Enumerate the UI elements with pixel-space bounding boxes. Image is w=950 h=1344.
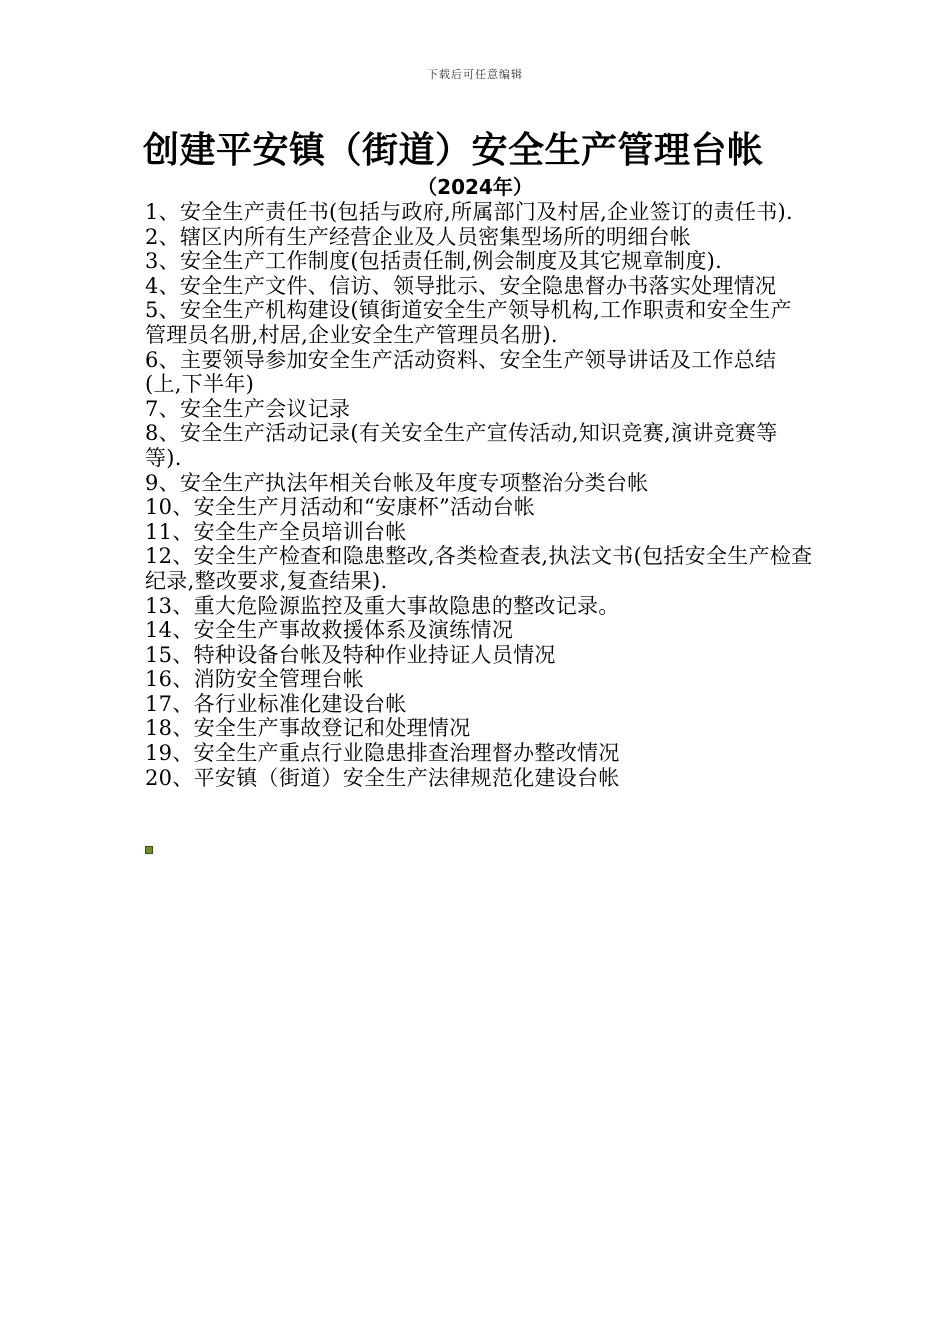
ledger-item-list xyxy=(145,200,813,790)
list-item: 9、安全生产执法年相关台帐及年度专项整治分类台帐 xyxy=(145,470,649,495)
list-item: 13、重大危险源监控及重大事故隐患的整改记录。 xyxy=(145,593,620,618)
list-item: 1、安全生产责任书(包括与政府,所属部门及村居,企业签订的责任书). xyxy=(145,200,793,224)
paragraph-marker-icon xyxy=(145,846,153,854)
list-item: 7、安全生产会议记录 xyxy=(145,396,351,421)
list-item: 6、主要领导参加安全生产活动资料、安全生产领导讲话及工作总结(上,下半年) xyxy=(145,347,777,397)
list-item: 2、辖区内所有生产经营企业及人员密集型场所的明细台帐 xyxy=(145,224,692,249)
list-item: 14、安全生产事故救援体系及演练情况 xyxy=(145,618,514,643)
header-note: 下载后可任意编辑 xyxy=(427,68,523,81)
list-item: 18、安全生产事故登记和处理情况 xyxy=(145,716,471,741)
list-item: 17、各行业标准化建设台帐 xyxy=(145,691,407,716)
list-item: 16、消防安全管理台帐 xyxy=(145,667,365,692)
list-item: 19、安全生产重点行业隐患排查治理督办整改情况 xyxy=(145,741,620,766)
list-item: 4、安全生产文件、信访、领导批示、安全隐患督办书落实处理情况 xyxy=(145,273,777,298)
list-item: 8、安全生产活动记录(有关安全生产宣传活动,知识竞赛,演讲竞赛等等). xyxy=(145,421,778,470)
list-item: 20、平安镇（街道）安全生产法律规范化建设台帐 xyxy=(145,765,620,790)
list-item: 10、安全生产月活动和“安康杯”活动台帐 xyxy=(145,495,536,520)
list-item: 15、特种设备台帐及特种作业持证人员情况 xyxy=(145,642,556,667)
document-year: （2024年） xyxy=(417,175,533,199)
document-title: 创建平安镇（街道）安全生产管理台帐 xyxy=(143,130,764,171)
list-item: 11、安全生产全员培训台帐 xyxy=(145,519,407,544)
list-item: 12、安全生产检查和隐患整改,各类检查表,执法文书(包括安全生产检查纪录,整改要求,复查结果). xyxy=(145,544,813,593)
list-item: 3、安全生产工作制度(包括责任制,例会制度及其它规章制度). xyxy=(145,249,723,274)
list-item: 5、安全生产机构建设(镇街道安全生产领导机构,工作职责和安全生产管理员名册,村居,企业安全生产管理员名册). xyxy=(145,298,792,347)
